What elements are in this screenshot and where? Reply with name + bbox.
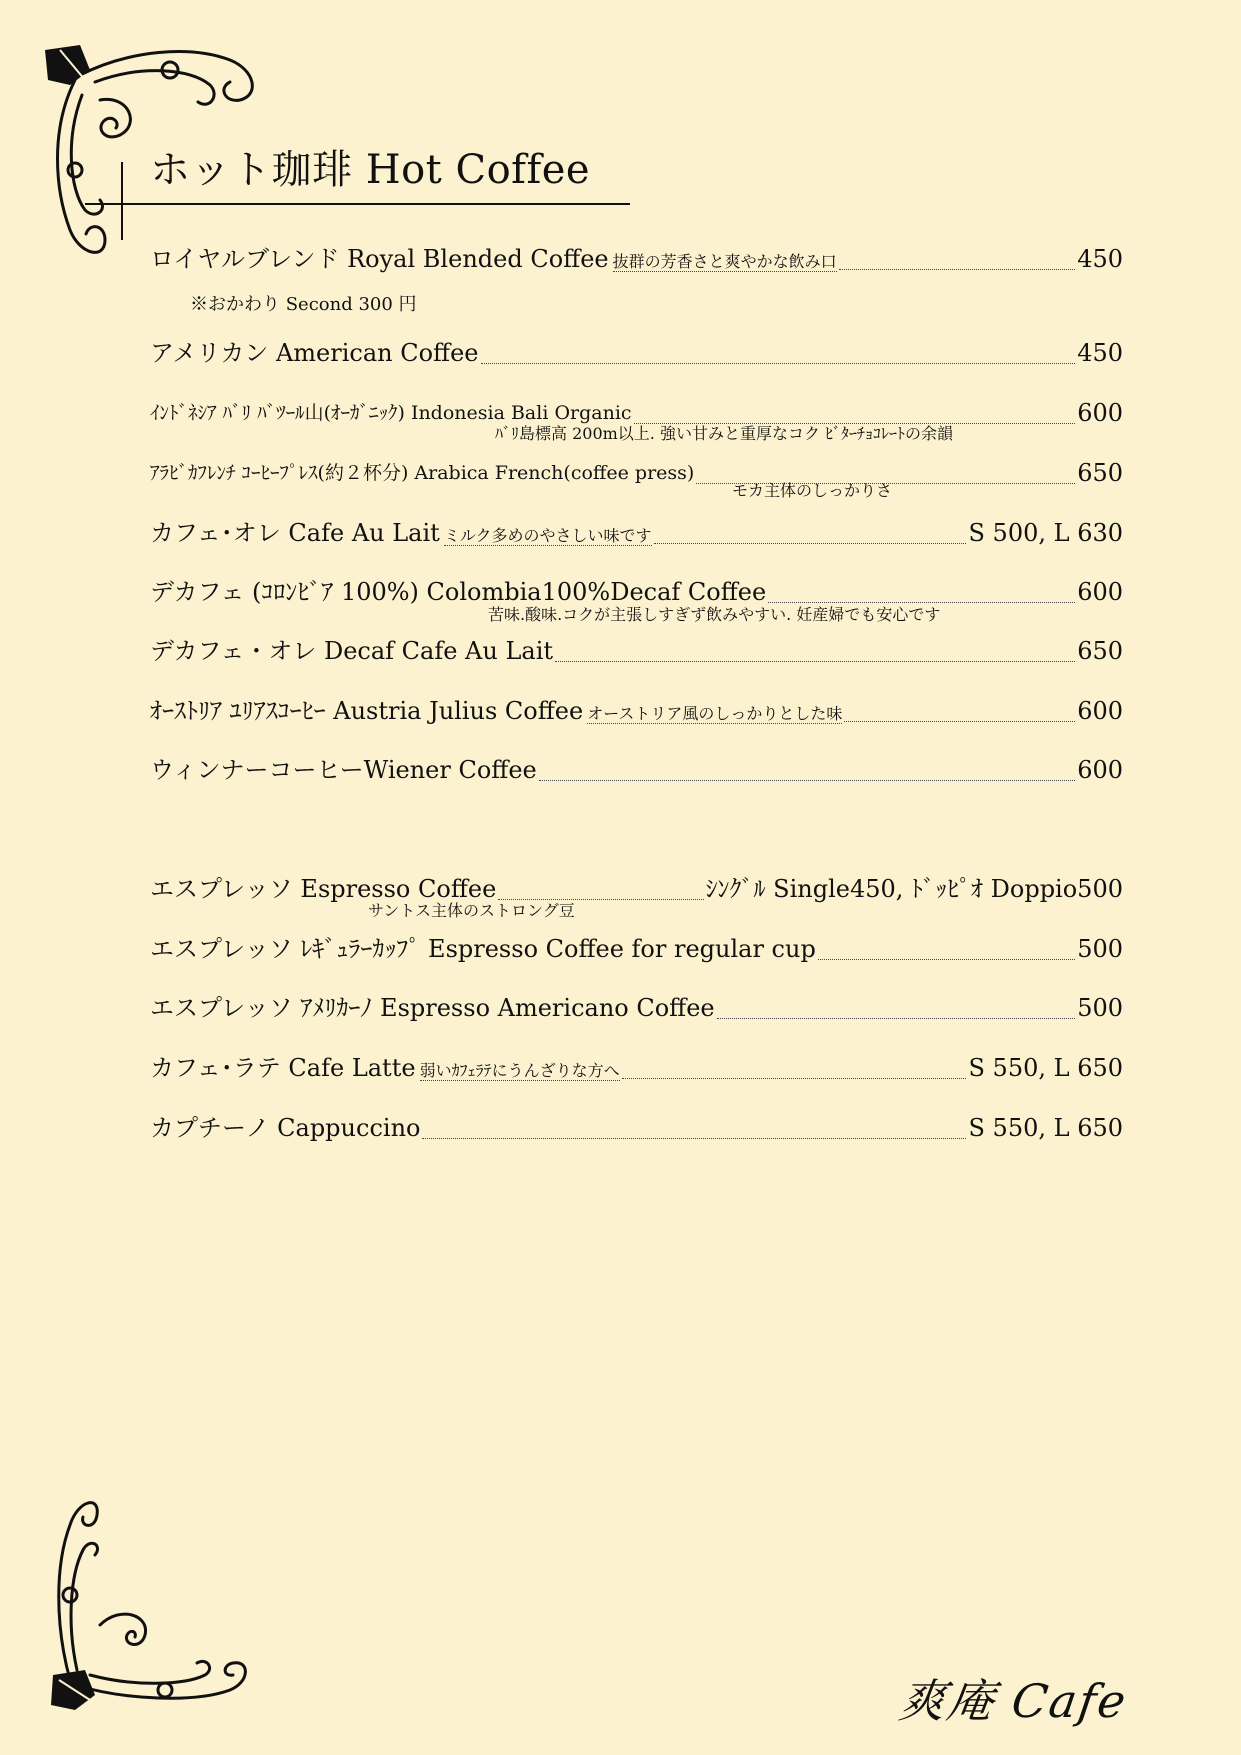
item-name: エスプレッソ ｱﾒﾘｶｰﾉ Espresso Americano Coffee [150,994,715,1022]
item-price: 600 [1077,697,1123,725]
page-title: ホット珈琲 Hot Coffee [150,147,591,193]
menu-item [150,926,1123,966]
item-name: カフェ･ラテ Cafe Latte [150,1054,416,1082]
menu-item [150,450,1123,490]
leader-dots [717,1017,1076,1019]
item-price: 600 [1077,399,1123,427]
item-price: 500 [1077,994,1123,1022]
item-price: 600 [1077,756,1123,784]
item-price: ｼﾝｸﾞﾙ Single450, ﾄﾞｯﾋﾟｵ Doppio500 [705,875,1123,903]
menu-item [150,985,1123,1025]
item-name: ロイヤルブレンド Royal Blended Coffee [150,245,609,273]
item-price: S 550, L 650 [968,1054,1123,1082]
item-name: エスプレッソ Espresso Coffee [150,875,497,903]
menu-item [150,866,1123,906]
leader-dots [539,779,1075,781]
item-description: オーストリア風のしっかりとした味 [587,704,843,723]
item-subtext: サントス主体のストロング豆 [368,901,575,920]
menu-item [150,688,1123,728]
leader-dots [622,1077,967,1079]
item-description: 弱いｶﾌｪﾗﾃにうんざりな方へ [419,1061,620,1080]
item-name: デカフェ・オレ Decaf Cafe Au Lait [150,637,554,665]
menu-item [150,747,1123,787]
item-name: ｵｰｽﾄﾘｱ ﾕﾘｱｽｺｰﾋｰ Austria Julius Coffee [150,697,584,725]
menu-item [150,236,1123,276]
item-price: 450 [1077,339,1123,367]
menu-item [150,628,1123,668]
title-vertical-rule [121,162,123,240]
item-name: カフェ･オレ Cafe Au Lait [150,519,440,547]
leader-dots [555,660,1075,662]
item-price: 600 [1077,578,1123,606]
item-price: 650 [1077,637,1123,665]
item-price: 450 [1077,245,1123,273]
item-name: カプチーノ Cappuccino [150,1114,421,1142]
leader-dots [844,720,1075,722]
brand-logo: 爽庵 Cafe [895,1674,1131,1728]
item-price: S 550, L 650 [968,1114,1123,1142]
item-description: ミルク多めのやさしい味です [443,526,652,545]
menu-list [150,0,1123,1200]
leader-dots [498,898,703,900]
item-subtext: モカ主体のしっかりさ [732,481,893,500]
refill-note: ※おかわり Second 300 円 [190,294,417,315]
item-name: アメリカン American Coffee [150,339,479,367]
item-price: 650 [1077,459,1123,487]
menu-item [150,1105,1123,1145]
item-price: 500 [1077,935,1123,963]
item-name: ｲﾝﾄﾞﾈｼｱ ﾊﾞﾘ ﾊﾞﾂｰﾙ山(ｵｰｶﾞﾆｯｸ) Indonesia Bali Organic [150,402,632,424]
menu-item [150,569,1123,609]
item-name: デカフェ (ｺﾛﾝﾋﾞｱ 100%) Colombia100%Decaf Coffee [150,578,767,606]
item-name: ｱﾗﾋﾞｶﾌﾚﾝﾁ ｺｰﾋｰﾌﾟﾚｽ(約２杯分) Arabica French(coffee press) [150,462,695,484]
leader-dots [654,542,967,544]
leader-dots [422,1137,966,1139]
leader-dots [481,362,1076,364]
item-subtext: ﾊﾞﾘ島標高 200m以上. 強い甘みと重厚なコク ﾋﾞﾀｰﾁｮｺﾚｰﾄの余韻 [495,424,954,443]
menu-item [150,1045,1123,1085]
item-subtext: 苦味.酸味.コクが主張しすぎず飲みやすい. 妊産婦でも安心です [488,605,941,624]
item-price: S 500, L 630 [968,519,1123,547]
item-name: ウィンナーコーヒーWiener Coffee [150,756,537,784]
item-description: 抜群の芳香さと爽やかな飲み口 [612,252,837,271]
leader-dots [768,601,1075,603]
leader-dots [818,958,1075,960]
menu-item [150,330,1123,370]
item-name: エスプレッソ ﾚｷﾞｭﾗｰｶｯﾌﾟ Espresso Coffee for regular cup [150,935,816,963]
leader-dots [839,268,1076,270]
menu-item [150,510,1123,550]
corner-flourish-bottom-left [45,1485,285,1715]
